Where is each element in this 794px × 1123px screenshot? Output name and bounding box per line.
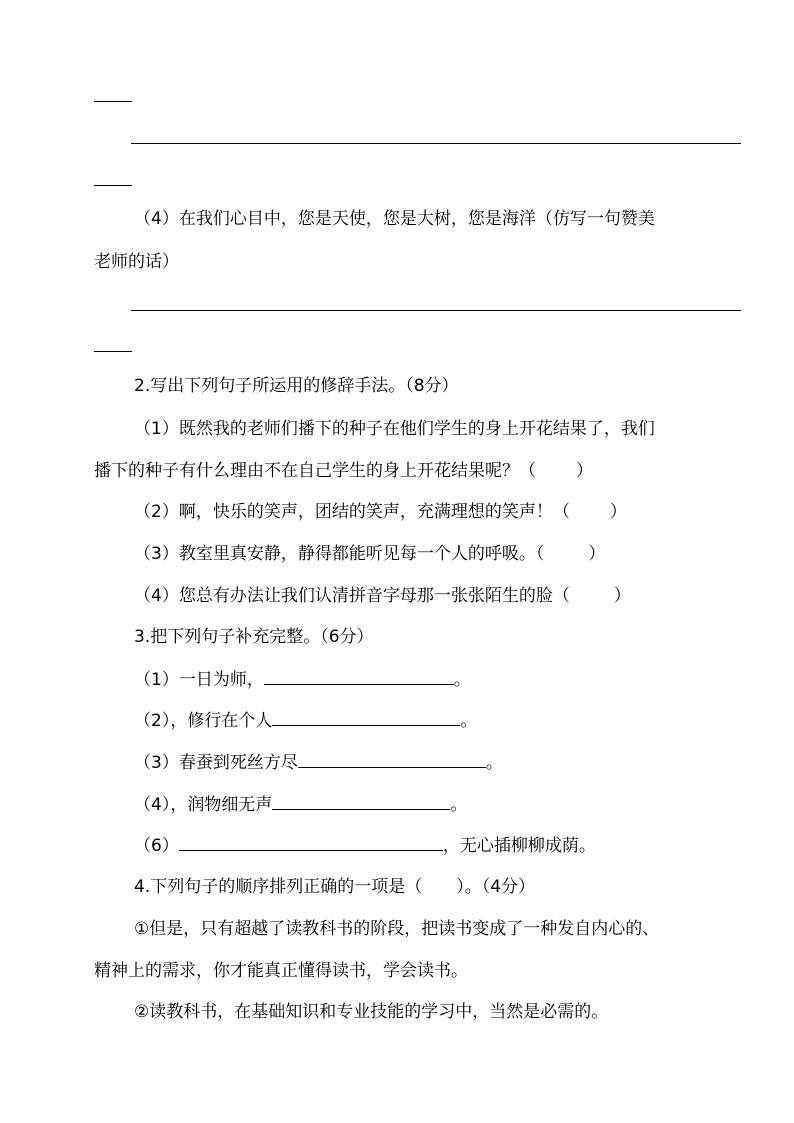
question-4-title: 4.下列句子的顺序排列正确的一项是（ ）。（4分）: [134, 877, 536, 897]
answer-line: [131, 143, 741, 144]
question-3-6-label: （6）: [134, 836, 179, 856]
answer-line-stub: [94, 101, 132, 102]
question-4-sentence-1-cont: 精神上的需求，你才能真正懂得读书，学会读书。: [94, 961, 468, 981]
question-2-3-text: （3）教室里真安静，静得都能听见每一个人的呼吸。（: [134, 544, 545, 564]
fill-blank[interactable]: [272, 793, 450, 810]
close-paren: ）: [588, 544, 606, 564]
question-3-title: 3.把下列句子补充完整。（6分）: [134, 627, 374, 647]
close-paren: ）: [613, 586, 631, 606]
period: 。: [485, 753, 503, 773]
question-4-sentence-2: ②读教科书，在基础知识和专业技能的学习中，当然是必需的。: [134, 1002, 609, 1022]
fill-blank[interactable]: [264, 668, 454, 685]
answer-line-stub: [94, 185, 132, 186]
fill-blank[interactable]: [272, 709, 460, 726]
period: 。: [453, 670, 471, 690]
question-3-1: [134, 668, 471, 691]
fill-blank[interactable]: [298, 751, 486, 768]
question-3-4: [134, 793, 467, 816]
period: 。: [460, 711, 478, 731]
fill-blank[interactable]: [179, 834, 443, 851]
answer-line-stub: [94, 351, 132, 352]
question-1-4: （4）在我们心目中，您是天使，您是大树，您是海洋（仿写一句赞美: [134, 209, 655, 229]
period: 。: [450, 795, 468, 815]
question-3-6-text: ，无心插柳柳成荫。: [442, 836, 596, 856]
question-3-3-text: （3）春蚕到死丝方尽: [134, 753, 298, 773]
close-paren: ）: [576, 461, 593, 481]
question-2-2-text: （2）啊，快乐的笑声，团结的笑声，充满理想的笑声！（: [134, 502, 570, 522]
question-2-4: [134, 585, 631, 607]
question-1-4-cont: 老师的话）: [94, 252, 179, 272]
question-2-3: [134, 543, 605, 565]
question-2-2: [134, 501, 627, 523]
question-2-1-cont: [94, 460, 593, 482]
question-3-2-text: （2），修行在个人: [134, 711, 273, 731]
question-2-4-text: （4）您总有办法让我们认清拼音字母那一张张陌生的脸（: [134, 586, 570, 606]
question-3-4-text: （4），润物细无声: [134, 795, 273, 815]
close-paren: ）: [609, 502, 627, 522]
question-3-3: [134, 751, 503, 774]
question-3-1-text: （1）一日为师，: [134, 670, 264, 690]
question-2-1: （1）既然我的老师们播下的种子在他们学生的身上开花结果了，我们: [134, 419, 655, 439]
question-3-2: [134, 709, 477, 732]
question-2-title: 2.写出下列句子所运用的修辞手法。（8分）: [134, 376, 459, 396]
question-3-6: [134, 834, 596, 857]
question-2-1-text: 播下的种子有什么理由不在自己学生的身上开花结果呢？（: [94, 461, 536, 481]
question-4-sentence-1: ①但是，只有超越了读教科书的阶段，把读书变成了一种发自内心的、: [134, 919, 660, 939]
answer-line: [131, 310, 741, 311]
